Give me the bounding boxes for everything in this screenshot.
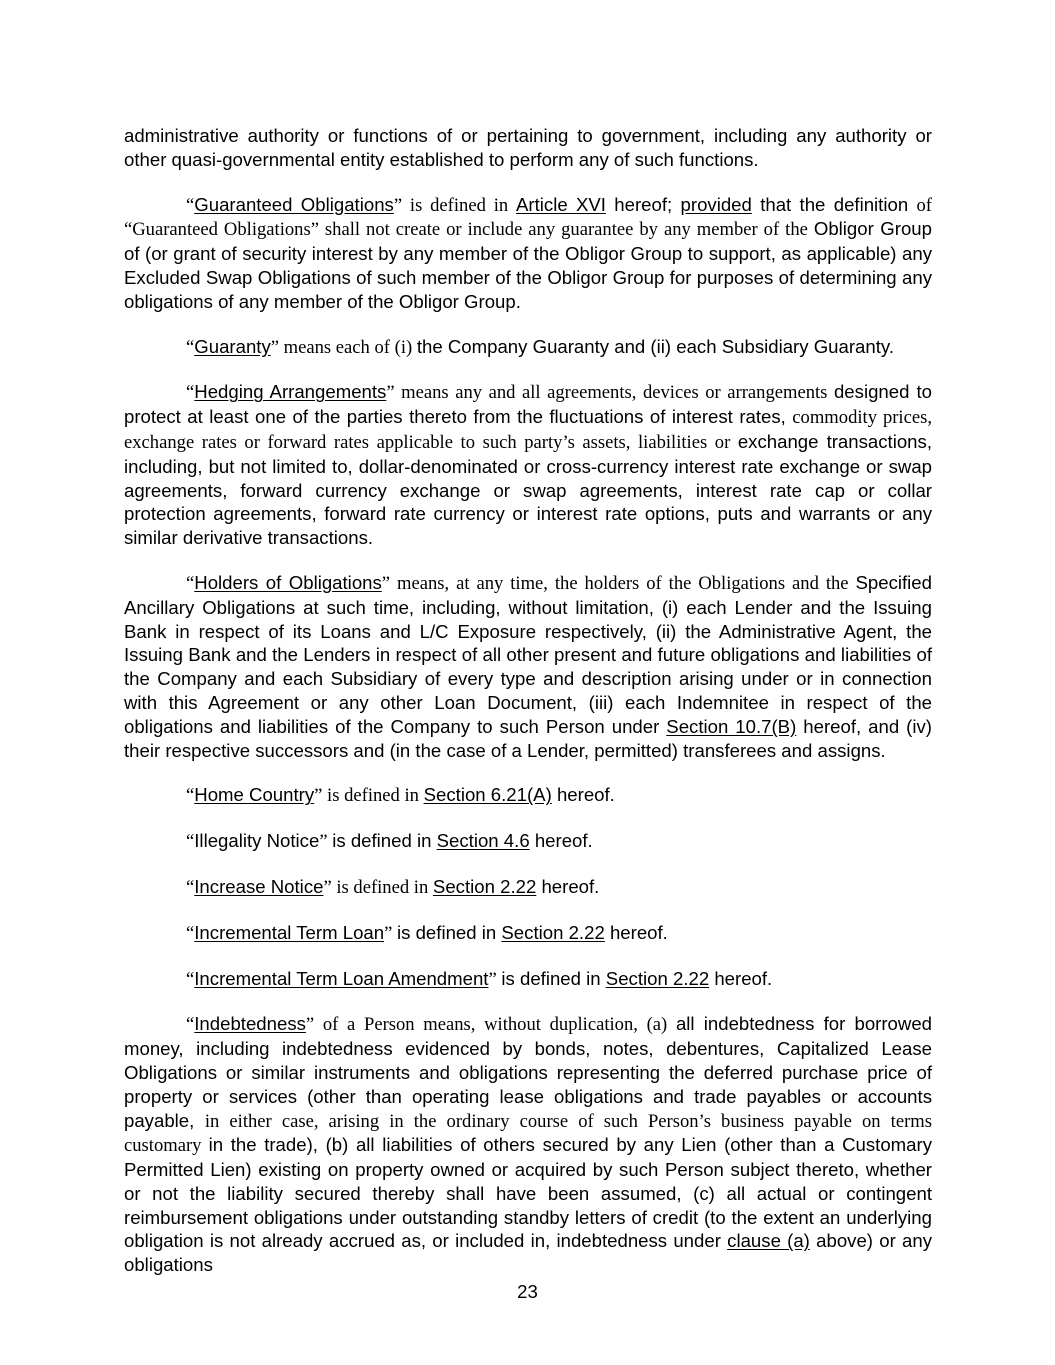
document-body (124, 124, 932, 1298)
paragraph-text: Specified Ancillary Obligations at such time, including, without limitation, (i) each Lender and the Issuing Bank in respect of its Loans and L/C Exposure respectively, (ii) the Administrative Agent, the Issuing Bank and the Lenders in respect of all other present and future obligations and liabilities of the Company and each Subsidiary of every type and description arising under or in connection with this Agreement or any other Loan Document, (iii) each Indemnitee in respect of the obligations and liabilities of the Company to such Person under (124, 571, 932, 737)
paragraph-text: hereof. (536, 875, 600, 897)
paragraph-text: “ (186, 922, 195, 944)
page-number: 23 (517, 1281, 538, 1302)
paragraph-text: all indebtedness for borrowed money, including indebtedness evidenced by bonds, notes, debentures, Capitalized Lease Obligations or similar instruments and obligations representing the deferred purchase price of property or services (other than operating lease obligations and trade payables or accounts payable, (124, 1013, 933, 1131)
paragraph-text: ” of a Person means, without duplication, (a) (305, 1014, 676, 1036)
paragraph-text: hereof. (551, 784, 615, 806)
paragraph-text: ” is defined in (393, 194, 516, 216)
definition-paragraph (124, 1012, 932, 1277)
paragraph-text: ” (319, 831, 333, 853)
underlined-term: Section 2.22 (501, 921, 605, 943)
underlined-term: clause (a) (727, 1230, 810, 1252)
definition-paragraph (124, 571, 932, 762)
paragraph-text: Obligor Group of (or grant of security interest by any member of the Obligor Group to support, as applicable) any Excluded Swap Obligations of such member of the Obligor Group for purposes of determining any obligations of any member of the Obligor Group. (124, 218, 932, 312)
underlined-term: Incremental Term Loan Amendment (194, 967, 489, 989)
underlined-term: Indebtedness (194, 1013, 306, 1035)
underlined-term: Section 4.6 (436, 830, 530, 852)
underlined-term: Article XVI (516, 193, 606, 215)
paragraph-text: ” means, at any time, the holders of the Obligations and the (381, 572, 856, 594)
underlined-term: Section 2.22 (432, 875, 537, 897)
paragraph-text: Illegality Notice (194, 830, 320, 852)
paragraph-text: ” is defined in (323, 876, 433, 898)
underlined-term: Section 6.21(A) (423, 784, 552, 806)
paragraph-text: designed to protect at least one of the parties thereto from the fluctuations of interest rates, (124, 381, 933, 428)
paragraph-text: in either case, arising in the ordinary course of such Person’s business payable on terms customary (124, 1110, 932, 1157)
underlined-term: Holders of Obligations (194, 571, 382, 593)
paragraph-text: commodity prices, exchange rates or forward rates applicable to such party’s assets, liabilities or (124, 407, 932, 453)
paragraph-text: is defined in (501, 967, 606, 989)
paragraph-text: in the trade), (b) all liabilities of others secured by any Lien (other than a Customary Permitted Lien) existing on property owned or acquired by such Person subject thereto, whether or not the liability secured thereby shall have been assumed, (c) all actual or contingent reimbursement obligations under outstanding standby letters of credit (to the extent an underlying obligation is not already accrued as, or included in, indebtedness under (124, 1134, 933, 1252)
paragraph-text: administrative authority or functions of or pertaining to government, including any authority or other quasi-governmental entity established to perform any of such functions. (124, 125, 932, 170)
definition-paragraph (124, 335, 932, 360)
definition-paragraph (124, 783, 932, 808)
underlined-term: Incremental Term Loan (194, 921, 385, 943)
paragraph-text: hereof, and (iv) their respective successors and (in the case of a Lender, permitted) transferees and assigns. (124, 715, 932, 761)
paragraph-text: “ (186, 831, 195, 853)
paragraph-text: “ (186, 382, 195, 404)
paragraph-text: hereof. (604, 921, 668, 943)
underlined-term: Increase Notice (194, 875, 324, 897)
definition-paragraph (124, 380, 932, 550)
definition-paragraph (124, 124, 932, 172)
paragraph-text: the Company Guaranty and (ii) each Subsidiary Guaranty. (416, 335, 894, 357)
paragraph-text: “ (186, 572, 195, 594)
paragraph-text: “ (186, 194, 195, 216)
definition-paragraph (124, 829, 932, 854)
paragraph-text: ” means any and all agreements, devices or arrangements (386, 382, 834, 404)
underlined-term: provided (680, 193, 752, 215)
paragraph-text: “ (186, 1014, 195, 1036)
underlined-term: Section 10.7(B) (666, 715, 797, 737)
paragraph-text: hereof; (605, 193, 681, 215)
paragraph-text: is defined in (332, 830, 437, 852)
paragraph-text: hereof. (709, 967, 773, 989)
paragraph-text: hereof. (529, 830, 593, 852)
paragraph-text: that the definition (751, 193, 917, 215)
underlined-term: Guaranteed Obligations (194, 193, 394, 215)
paragraph-text: ” (384, 922, 397, 944)
definition-paragraph (124, 875, 932, 900)
paragraph-text: “ (186, 968, 195, 990)
underlined-term: Section 2.22 (605, 967, 710, 989)
definition-paragraph (124, 967, 932, 992)
paragraph-text: ” means each of (i) (270, 336, 417, 358)
paragraph-text: ” (488, 968, 502, 990)
paragraph-text: “ (186, 336, 195, 358)
definition-paragraph (124, 193, 932, 314)
definition-paragraph (124, 921, 932, 946)
paragraph-text: “ (186, 785, 195, 807)
paragraph-text: above) or any obligations (124, 1230, 932, 1276)
paragraph-text: exchange transactions, including, but not limited to, dollar-denominated or cross-currency interest rate exchange or swap agreements, forward currency exchange or swap agreements, interest rate cap or collar protection agreements, forward rate currency or interest rate options, puts and warrants or any similar derivative transactions. (124, 430, 932, 549)
underlined-term: Home Country (194, 784, 315, 806)
paragraph-text: is defined in (397, 921, 502, 943)
paragraph-text: “ (186, 876, 195, 898)
underlined-term: Hedging Arrangements (194, 381, 387, 403)
underlined-term: Guaranty (194, 335, 271, 357)
paragraph-text: ” is defined in (314, 785, 424, 807)
paragraph-text: of “Guaranteed Obligations” shall not create or include any guarantee by any member of the (124, 194, 932, 241)
